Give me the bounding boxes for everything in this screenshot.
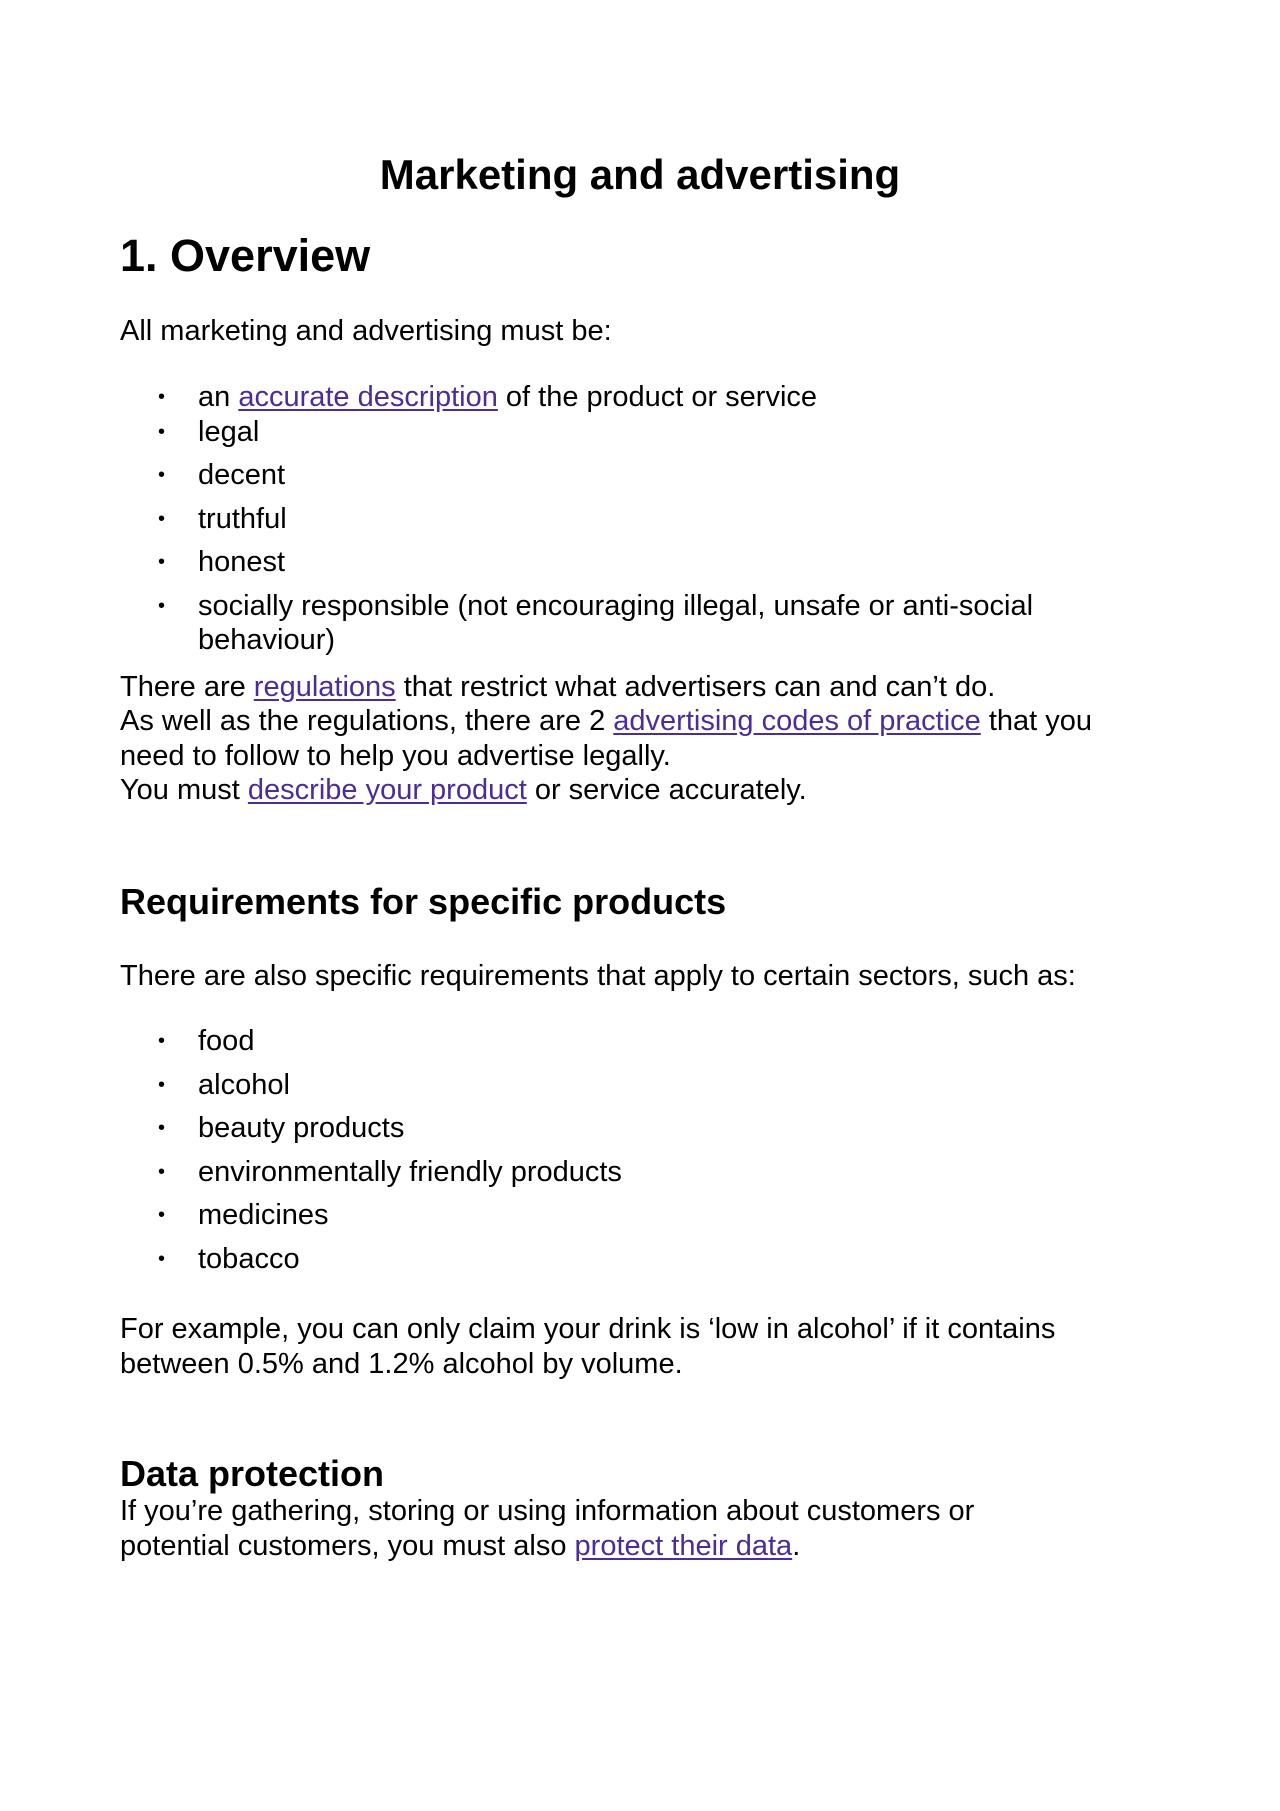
regulations-prefix: There are <box>120 671 254 703</box>
codes-prefix: As well as the regulations, there are 2 <box>120 705 614 737</box>
advertising-codes-link[interactable]: advertising codes of practice <box>613 705 981 737</box>
accurate-description-link[interactable]: accurate description <box>238 381 498 413</box>
list-item: • environmentally friendly products <box>120 1155 1160 1190</box>
data-protection-text: If you’re gathering, storing or using information about customers or potential customers, you must also <box>120 1495 975 1562</box>
list-item: • tobacco <box>120 1242 1160 1277</box>
requirements-list <box>120 380 1160 658</box>
list-item <box>120 380 1160 415</box>
list-item: • truthful <box>120 502 1160 537</box>
regulations-link[interactable]: regulations <box>253 671 396 703</box>
list-item: • medicines <box>120 1198 1160 1233</box>
overview-intro: All marketing and advertising must be: <box>120 315 612 347</box>
list-item-suffix: of the product or service <box>497 381 818 413</box>
codes-suffix: that you need to follow to help you advertise legally. <box>120 705 1093 772</box>
low-alcohol-example: For example, you can only claim your drink is ‘low in alcohol’ if it contains between 0.5% and 1.2% alcohol by volume. <box>120 1313 1056 1380</box>
specific-products-intro: There are also specific requirements that apply to certain sectors, such as: <box>120 960 1076 992</box>
list-item: • socially responsible (not encouraging illegal, unsafe or anti-social behaviour) <box>120 589 1158 658</box>
describe-paragraph <box>120 773 1160 808</box>
sectors-list <box>120 1024 1160 1276</box>
protect-data-link[interactable]: protect their data <box>574 1529 793 1562</box>
list-item-prefix: an <box>198 381 239 413</box>
page-title: Marketing and advertising <box>379 151 901 198</box>
regulations-suffix: that restrict what advertisers can and can’t do. <box>395 671 996 703</box>
list-item: • honest <box>120 545 1160 580</box>
list-item: • legal <box>120 415 1160 450</box>
list-item: • beauty products <box>120 1111 1160 1146</box>
regulations-paragraph <box>120 670 1160 705</box>
data-protection-paragraph <box>120 1494 1080 1563</box>
overview-heading: 1. Overview <box>120 230 371 281</box>
list-item: • alcohol <box>120 1068 1160 1103</box>
data-protection-heading: Data protection <box>120 1453 385 1494</box>
data-protection-suffix: . <box>792 1529 801 1562</box>
describe-prefix: You must <box>120 774 248 806</box>
codes-paragraph <box>120 704 1150 773</box>
describe-product-link[interactable]: describe your product <box>247 774 527 806</box>
describe-suffix: or service accurately. <box>526 774 807 806</box>
list-item: • food <box>120 1024 1160 1059</box>
list-item: • decent <box>120 458 1160 493</box>
specific-products-heading: Requirements for specific products <box>120 881 727 922</box>
